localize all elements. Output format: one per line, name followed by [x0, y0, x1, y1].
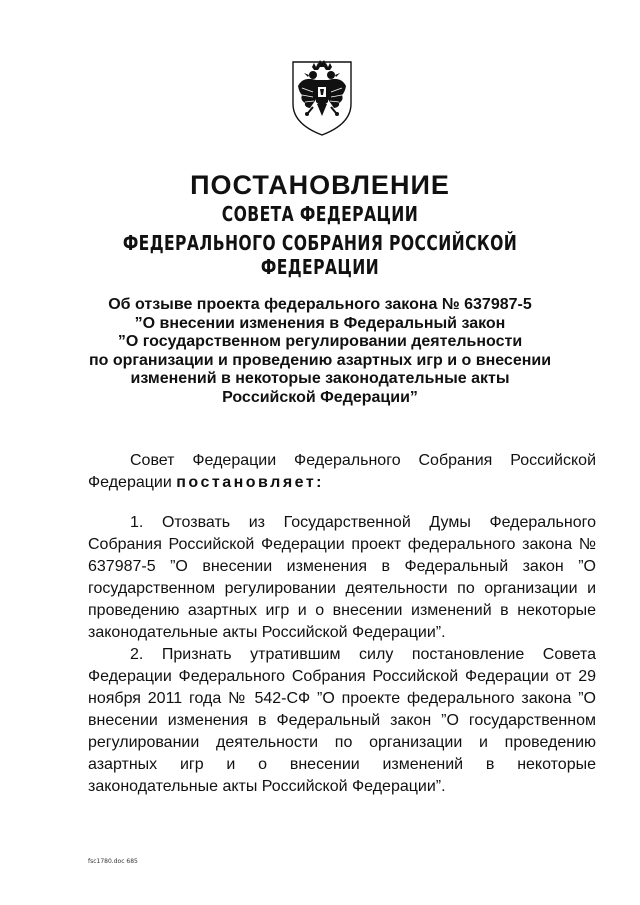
heading-line: по организации и проведению азартных игр и о внесении: [88, 351, 552, 369]
coat-of-arms-icon: [289, 58, 355, 138]
intro-text: Совет Федерации Федерального Собрания Российской Федерации: [88, 452, 596, 491]
intro-paragraph: [88, 450, 596, 494]
heading-line: Об отзыве проекта федерального закона № 637987-5: [108, 296, 532, 313]
heading-line: изменений в некоторые законодательные акты: [130, 370, 510, 387]
document-type-title: ПОСТАНОВЛЕНИЕ: [190, 170, 450, 200]
heading-line: ”О государственном регулировании деятельности: [117, 333, 523, 350]
file-reference: fsc1780.doc 685: [88, 858, 138, 865]
resolves-keyword: постановляет:: [176, 474, 325, 491]
item-paragraph-2: 2. Признать утратившим силу постановление Совета Федерации Федерального Собрания Российской Федерации от 29 ноября 2011 года № 542-СФ ”О проекте федерального закона ”О внесении изменения в Федеральный закон ”О государственном регулировании деятельности по организации и проведению азартных игр и о внесении изменений в некоторые законодательные акты Российской Федерации”.: [88, 646, 596, 795]
heading-line: ”О внесении изменения в Федеральный закон: [134, 314, 506, 332]
issuing-body-line2: ФЕДЕРАЛЬНОГО СОБРАНИЯ РОССИЙСКОЙ ФЕДЕРАЦИИ: [122, 231, 518, 279]
document-heading: [60, 296, 580, 407]
issuing-body-line1: СОВЕТА ФЕДЕРАЦИИ: [221, 202, 419, 226]
item-paragraph-1: 1. Отозвать из Государственной Думы Федерального Собрания Российской Федерации проект федерального закона № 637987-5 ”О внесении изменения в Федеральный закон ”О государственном регулировании деятельности по организации и проведению азартных игр и о внесении изменений в некоторые законодательные акты Российской Федерации”.: [88, 514, 596, 641]
heading-line: Российской Федерации”: [222, 388, 418, 406]
document-body: [88, 450, 596, 798]
